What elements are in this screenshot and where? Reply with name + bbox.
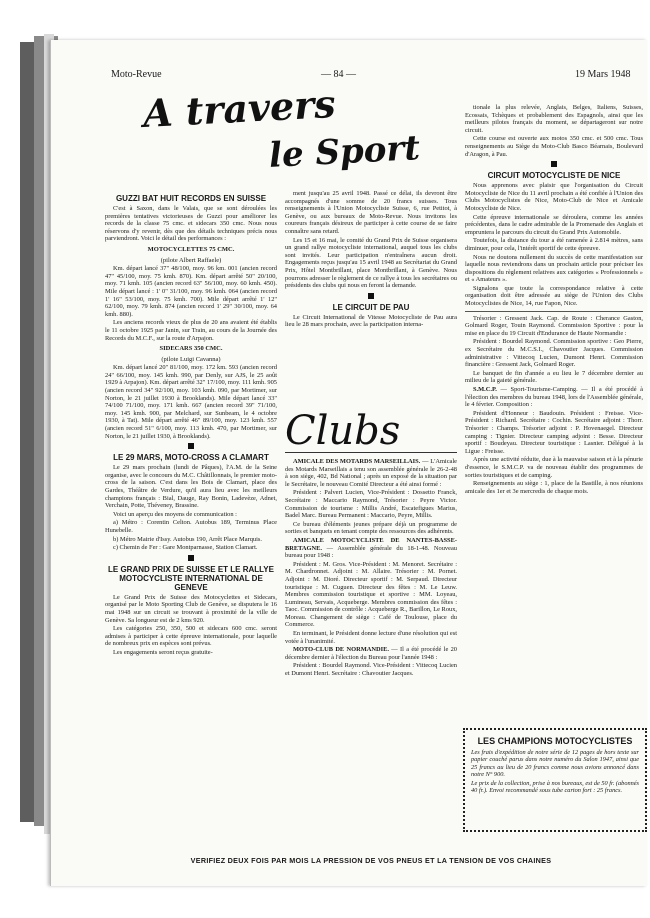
club-text: — L'Amicale des Motards Marseillais a tenu son assemblée générale le 26-2-48 à son siège, 402, Bd National ; après un exposé de la situation par le Secrétaire, le nouveau Comité Directeur a été ainsi formé :: [285, 458, 457, 488]
clubs-title: Clubs: [285, 408, 401, 454]
separator-square: [188, 443, 194, 449]
article-paragraph: Les anciens records vieux de plus de 20 ans avaient été établis le 11 octobre 1925 par Janin, sur Train, au cours de la Journée des Records du M.C.F., sur la route d'Arpajon.: [105, 319, 277, 342]
article-paragraph: Après une activité réduite, due à la mauvaise saison et à la pénurie d'essence, le S.M.C.P. va de nouveau établir des programmes de sorties touristiques et de camping.: [465, 456, 643, 479]
article-paragraph: Les catégories 250, 350, 500 et sidecars 600 cmc. seront admises à participer à cette épreuve internationale, pour laquelle de nombreux prix en espèces sont prévus.: [105, 625, 277, 648]
article-paragraph: Renseignements au siège : 1, place de la Bastille, à nos réunions amicale des 1er et 3e mercredis de chaque mois.: [465, 480, 643, 495]
club-text: — Il a été procédé le 20 décembre dernier à l'élection du Bureau pour l'année 1948 :: [285, 646, 457, 661]
article-paragraph: Le 29 mars prochain (lundi de Pâques), l'A.M. de la Seine organise, avec le concours du M.C. Châtillonnais, le premier moto-cross de la saison. C'est dans les Bois de Clamart, place des Gardes, Théâtre de Verdure, qu'il aura lieu avec les meilleurs champions français : Bial, Dauge, Ray Bonin, Ladevèze, Adnet, Verchain, Potte, Théveney, Brassine.: [105, 464, 277, 510]
header-page-number: — 84 —: [321, 69, 356, 80]
column-middle: [285, 190, 457, 410]
subheading: SIDECARS 350 CMC.: [159, 345, 223, 353]
article-paragraph: Président : M. Gros. Vice-Président : M. Menoret. Secrétaire : M. Chardronnet. Adjoint : M. Allaire. Trésorier : M. Pornet. Adjoint : M. Dioré. Directeur sportif : M. Serpaud. Directeur touristique : M. Cuguen. Directeur des fêtes : M. Le Leuw. Membres commission touristique et sportive : MM. Loyeau, Lumineau, Servais, Acqueberge. Membres commission des fêtes : Taoc. Commission de contrôle : Acqueberge R., Barillon, Le Roux, Moreau. Changement de siège : Café de Toulouse, place du Commerce.: [285, 560, 457, 629]
article-title: CIRCUIT MOTOCYCLISTE DE NICE: [487, 171, 621, 181]
subheading: MOTOCYCLETTES 75 CMC.: [147, 245, 235, 253]
column-right: [465, 104, 643, 722]
club-entry: [285, 537, 457, 560]
separator-square: [551, 161, 557, 167]
list-item: a) Métro : Corentin Celton. Autobus 189, Terminus Place Hunebelle.: [105, 519, 277, 534]
list-item: b) Métro Mairie d'Issy. Autobus 190, Arrêt Place Marquis.: [113, 535, 262, 543]
magazine-page: [50, 40, 647, 886]
club-name: MOTO-CLUB DE NORMANDIE.: [293, 646, 389, 654]
section-title-a-travers: A travers: [141, 80, 337, 137]
article-paragraph: Le Circuit International de Vitesse Motocycliste de Pau aura lieu le 28 mars prochain, avec la participation interna-: [285, 313, 457, 329]
article-paragraph: En terminant, le Président donne lecture d'une résolution qui est votée à l'unanimité.: [285, 630, 457, 645]
article-paragraph: Président : Bourdel Raymond. Vice-Président : Vittecoq Lucien et Dumont Henri. Secrétaire : Chavoutier Jacques.: [285, 662, 457, 678]
article-paragraph: Nous ne doutons nullement du succès de cette manifestation sur laquelle nous reviendrons dans un prochain article pour préciser les dispositions du règlement relatives aux catégories « Professionnels » et « Amateurs ».: [465, 253, 643, 284]
article-paragraph: Ce bureau d'éléments jeunes prépare déjà un programme de sorties et banquets en tenant compte des ressources des adhérents.: [285, 520, 457, 536]
list-item: c) Chemin de Fer : Gare Montparnasse, Station Clamart.: [113, 544, 258, 552]
club-name: AMICALE MOTOCYCLISTE DE NANTES-BASSE-BRETAGNE.: [285, 536, 457, 552]
article-paragraph: Les 15 et 16 mai, le comité du Grand Prix de Suisse organisera un grand rallye motocycliste international, auquel tous les clubs sont invités. Leur participation n'entraînera aucun droit. Engagements reçus jusqu'au 15 avril 1948 au Secrétariat du Grand Prix, Hôtel Montbrillant, place Montbrillant, à Genève. Nous pourrons adresser le règlement de ce rallye à tous les secrétaires ou présidents des clubs qui nous en feront la demande.: [285, 236, 457, 290]
divider: [465, 311, 643, 312]
separator-square: [368, 293, 374, 299]
article-paragraph: Président : Palvert Lucien, Vice-Président : Dossetto Franck, Secrétaire : Maccario Raymond, Trésorier : Peyre Victor. Commission de tourisme : Millis André, Escatefigues Marius, Badel Marc. Bureau Permanent : Maccario, Peyre, Millis.: [285, 489, 457, 520]
article-title: GUZZI BAT HUIT RECORDS EN SUISSE: [115, 194, 267, 203]
article-paragraph: Le Grand Prix de Suisse des Motocyclettes et Sidecars, organisé par le Moto Sporting Club de Genève, se disputera le 16 mai 1948 sur un circuit se trouvant à proximité de la ville de Genève. Sa longueur est de 2 kms 920.: [105, 593, 277, 624]
article-paragraph: Toutefois, la distance du tour a été ramenée à 2.814 mètres, sans diminuer, pour cela, l'intérêt sportif de cette épreuve.: [465, 237, 643, 252]
article-paragraph: Président d'Honneur : Baudouin. Président : Freisse. Vice-Président : Richard. Secrétaire : Cochin. Secrétaire adjoint : Thorr. Trésorier : Champs. Trésorier adjoint : P. Hovenaegel. Directeur camping : Tignier. Directeur camping adjoint : Besse. Directeur sportif : Boudeyau. Directeur touristique : Lasnier. Délégué à la Ligue : Freisse.: [465, 409, 643, 455]
club-text: — Assemblée générale du 18-1-48. Nouveau bureau pour 1948 :: [285, 544, 457, 560]
club-entry: [285, 458, 457, 488]
notice-paragraph: Les frais d'expédition de notre série de 12 pages de hors texte sur papier couché parus dans notre numéro du Salon 1947, ainsi que 25 francs au lieu de 20 francs comme nous avions annoncé dans notre N° 900.: [471, 749, 639, 778]
article-paragraph: Le banquet de fin d'année a eu lieu le 7 décembre dernier au milieu de la gaieté générale.: [465, 369, 643, 385]
article-paragraph: Km. départ lancé 20" 81/100, moy. 172 km. 593 (ancien record 24" 66/100, moy. 145 kmh. 990, par Denly, sur AJS, le 25 août 1929 à Arpajon). Km. départ arrêté 32" 17/100, moy. 111 kmh. 905 (ancien record 34" 92/100, moy. 103 kmh. 090, par Mortimer, sur Norton, le 21 juillet 1930 à Brooklands). Mile départ lancé 33" 74/100 71/100, moy. 171 kmh. 667 (ancien record 39" 71/100, moy. 145 kmh. 900, par Melchard, sur Sunbeam, le 4 octobre 1930, à Tat). Mile départ arrêté 46" 89/100, moy. 123 kmh. 557 (ancien record 51" 6/100, moy. 113 kmh. 470, par Mortimer, sur Norton, le 21 juillet 1930, à Brooklands).: [105, 364, 277, 440]
club-name: AMICALE DES MOTARDS MARSEILLAIS.: [293, 458, 421, 465]
article-paragraph: Nous apprenons avec plaisir que l'organisation du Circuit Motocycliste de Nice du 11 avril prochain a été confiée à l'Union des Clubs Motocyclistes de Nice, Moto-Club de Nice et Amicale Motocycliste de Nice.: [465, 182, 643, 212]
clubs-rule: [285, 452, 457, 453]
column-middle-clubs: [285, 458, 457, 848]
column-left: [105, 190, 277, 850]
section-title-le-sport: le Sport: [268, 128, 421, 176]
article-paragraph: Président : Bourdel Raymond. Commission sportive : Geo Pierre, ex Secrétaire du M.C.S.I., Chavoutier Jacques. Commission administrative : Vittecoq Lucien, Dumont Henri. Commission financière : Gressent Jack, Golmard Roger.: [465, 338, 643, 369]
club-text: — Sport-Tourisme-Camping. — Il a été procédé à l'élection des membres du bureau 1948, lors de l'Assemblée générale, le 4 février. Composition :: [465, 386, 643, 409]
article-paragraph: C'est à Saxon, dans le Valais, que se sont déroulées les premières tentatives victorieuses de Guzzi pour améliorer les records de la classe 75 cmc. et sidecars 350 cmc. Nous nous réservons d'y revenir, dès que des détails techniques précis nous parviendront. Voici le détail des performances :: [105, 205, 277, 243]
notice-paragraph: Le prix de la collection, prise à nos bureaux, est de 50 fr. (abonnés 40 fr.). Envoi recommandé sous tube carton fort : 25 francs.: [471, 780, 640, 795]
article-paragraph: Les engagements seront reçus gratuite-: [113, 648, 213, 656]
article-paragraph: ment jusqu'au 25 avril 1948. Passé ce délai, ils devront être accompagnés d'une somme de 20 francs suisses. Tous renseignements à l'Union Motocycliste Suisse, 6, rue Petitot, à Genève, ou aux bureaux de Moto-Revue. Nous invitons les coureurs français désireux de participer à cette course de se faire connaître sans retard.: [285, 190, 457, 235]
club-entry: [465, 386, 643, 409]
club-name: S.M.C.P.: [473, 386, 497, 393]
notice-title: LES CHAMPIONS MOTOCYCLISTES: [477, 736, 633, 746]
article-paragraph: Trésorier : Gressent Jack. Cap. de Route : Cherance Gaston, Golmard Roger, Touin Raymond. Commission Sportive : pour la mise en place du 19 Circuit d'Endurance de Haute Normandie :: [465, 314, 643, 337]
header-magazine: Moto-Revue: [111, 69, 162, 80]
footer-slogan: VERIFIEZ DEUX FOIS PAR MOIS LA PRESSION DE VOS PNEUS ET LA TENSION DE VOS CHAINES: [190, 856, 552, 865]
club-entry: [285, 646, 457, 661]
separator-square: [188, 555, 194, 561]
article-paragraph: Voici un aperçu des moyens de communication :: [113, 510, 237, 518]
champions-notice-box: [463, 728, 647, 832]
article-paragraph: Cette course est ouverte aux motos 350 cmc. et 500 cmc. Tous renseignements au Siège du Moto-Club Basco Béarnais, Boulevard d'Aragon, à Pau.: [465, 135, 643, 158]
article-title: LE GRAND PRIX DE SUISSE ET LE RALLYE MOTOCYCLISTE INTERNATIONAL DE GENEVE: [108, 564, 274, 592]
subheading: (pilote Albert Raffaele): [160, 256, 222, 264]
article-title: LE 29 MARS, MOTO-CROSS A CLAMART: [113, 453, 269, 463]
header-date: 19 Mars 1948: [575, 69, 631, 80]
article-paragraph: Km. départ lancé 37" 48/100, moy. 96 km. 001 (ancien record 47" 45/100, moy. 75 kmh. 870). Km. départ arrêté 50" 20/100, moy. 71 kmh. 105 (ancien record 63" 56/100, moy. 60 kmh. 450). Mile départ lancé : 1' 0" 31/100, moy. 96 kmh. 064 (ancien record 1' 16" 53/100, moy. 75 kmh. 700). Mile départ arrêté 1' 12" 62/100, moy. 79 kmh. 874 (ancien record 1' 29" 30/100, moy. 64 kmh. 880).: [105, 265, 277, 318]
article-paragraph: tionale la plus relevée, Anglais, Belges, Italiens, Suisses, Ecossais, Tchèques et probablement des Espagnols, ainsi que les meilleurs pilotes français du moment, se départageront sur notre circuit.: [465, 104, 643, 134]
article-paragraph: Cette épreuve internationale se déroulera, comme les années précédentes, dans le cadre admirable de la Promenade des Anglais et empruntera le parcours du circuit du Grand Prix Automobile.: [465, 213, 643, 236]
article-paragraph: Signalons que toute la correspondance relative à cette organisation doit être adressée au siège de l'Union des Clubs Motocyclistes de Nice, 14, rue Fapon, Nice.: [465, 284, 643, 308]
article-title: LE CIRCUIT DE PAU: [332, 302, 410, 312]
subheading: (pilote Luigi Cavanna): [161, 355, 221, 363]
